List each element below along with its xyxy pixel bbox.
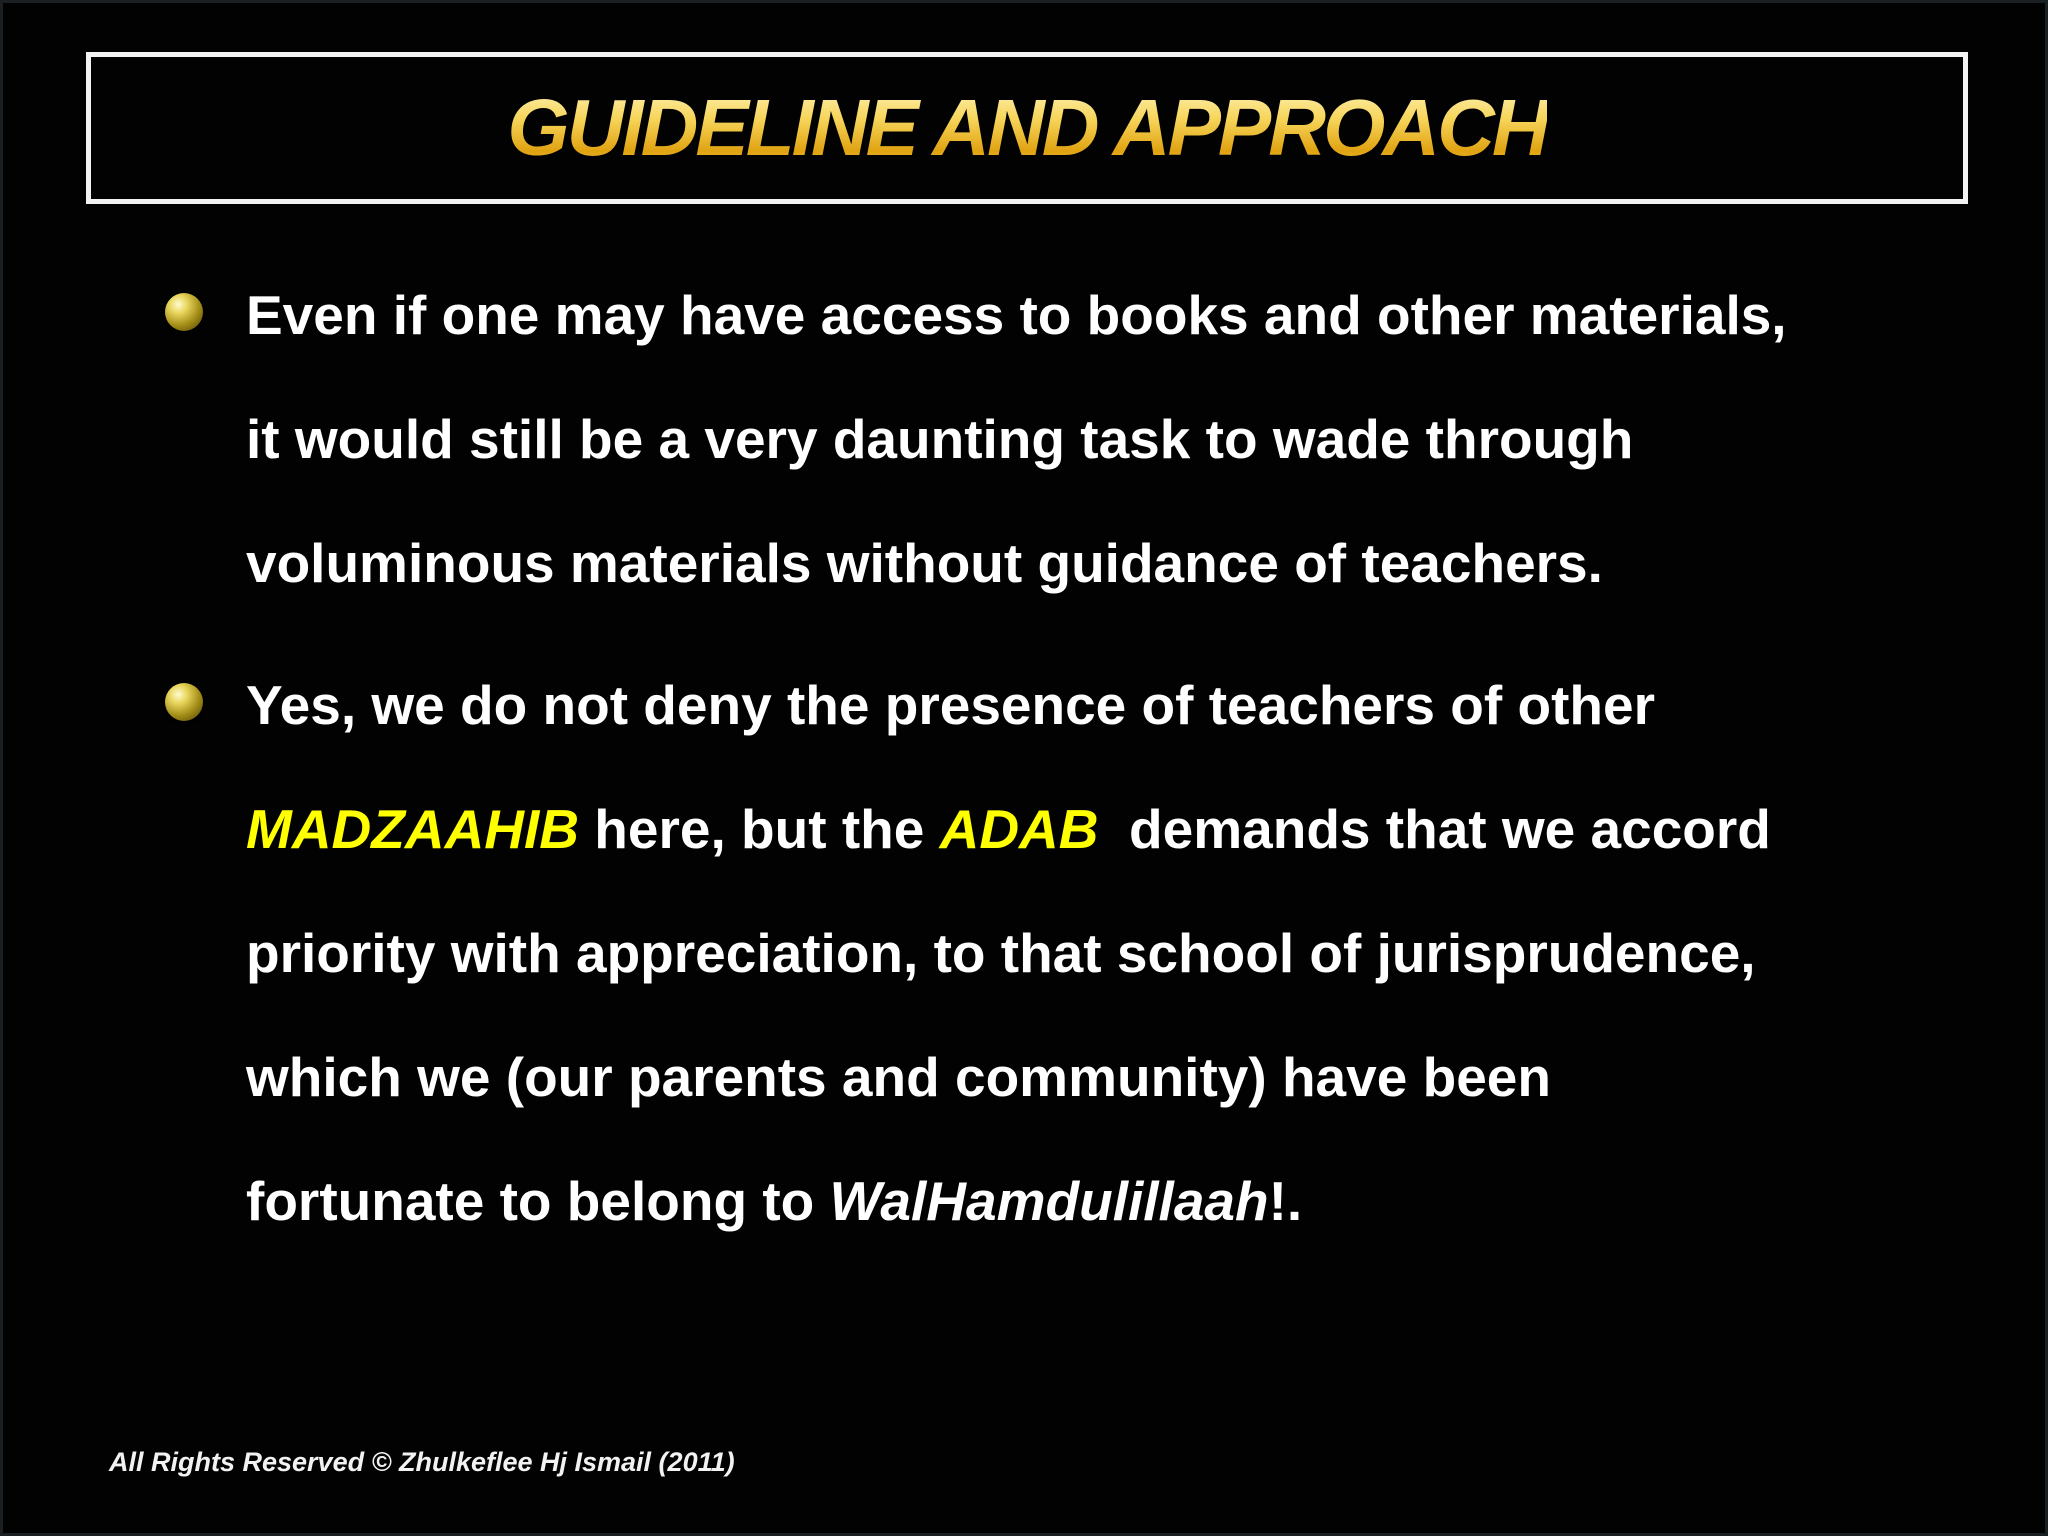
bullet-2-line-3: priority with appreciation, to that school of jurisprudence,: [246, 922, 1756, 984]
term-adab: ADAB: [939, 798, 1099, 860]
gold-orb-icon: [165, 293, 203, 331]
gold-orb-icon: [165, 683, 203, 721]
bullet-item-2: [163, 643, 1963, 1263]
bullet-1-line-3: voluminous materials without guidance of teachers.: [246, 532, 1603, 594]
bullet-2-line-1: Yes, we do not deny the presence of teachers of other: [246, 674, 1655, 736]
bullet-1-line-1: Even if one may have access to books and other materials,: [246, 284, 1787, 346]
slide-title: GUIDELINE AND APPROACH: [507, 83, 1547, 172]
title-frame: [86, 52, 1968, 204]
bullet-list: [163, 253, 1963, 1281]
bullet-2-line-2-end: demands that we accord: [1098, 798, 1771, 860]
bullet-1-line-2: it would still be a very daunting task to wade through: [246, 408, 1634, 470]
bullet-2-line-5: [246, 1139, 1963, 1263]
bullet-2-line-5-start: fortunate to belong to: [246, 1170, 830, 1232]
bullet-2-line-2-mid: here, but the: [579, 798, 940, 860]
bullet-2-line-5-end: !.: [1268, 1170, 1303, 1232]
bullet-2-line-4: which we (our parents and community) have been: [246, 1046, 1551, 1108]
term-madzaahib: MADZAAHIB: [246, 798, 580, 860]
bullet-item-1: [163, 253, 1963, 625]
bullet-2-line-2: [246, 767, 1963, 891]
copyright-footer: All Rights Reserved © Zhulkeflee Hj Ismail (2011): [109, 1447, 735, 1477]
term-walhamdulillaah: WalHamdulillaah: [829, 1170, 1269, 1232]
